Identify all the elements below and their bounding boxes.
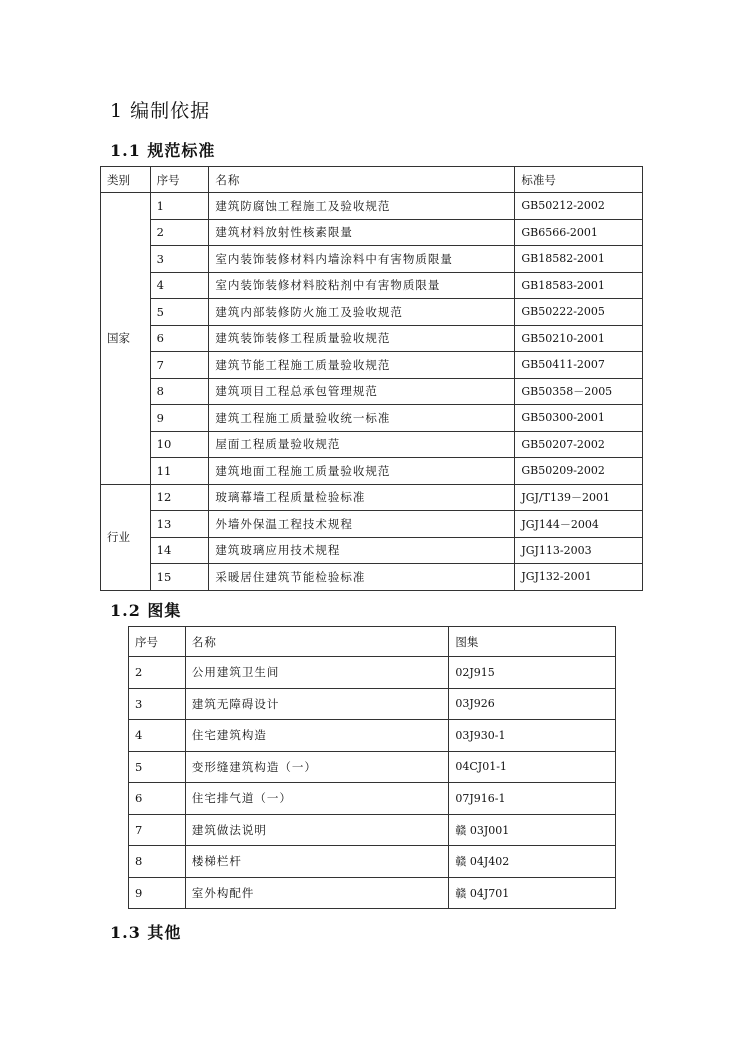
table-row (101, 405, 643, 432)
atlas-name: 室外构配件 (185, 877, 448, 909)
table-row (129, 877, 616, 909)
page-heading: 1 编制依据 (110, 100, 211, 122)
standard-name: 建筑装饰装修工程质量验收规范 (209, 325, 515, 352)
atlas-code: 07J916-1 (449, 783, 616, 815)
row-number: 5 (150, 299, 209, 326)
section-title-atlas: 1.2 图集 (110, 601, 182, 620)
table-row (129, 751, 616, 783)
row-number: 10 (150, 431, 209, 458)
standard-code: GB50212-2002 (515, 193, 643, 220)
row-number: 14 (150, 537, 209, 564)
atlas-name: 建筑做法说明 (185, 814, 448, 846)
atlas-code: 03J930-1 (449, 720, 616, 752)
standard-code: GB50207-2002 (515, 431, 643, 458)
row-number: 7 (150, 352, 209, 379)
table-row (101, 458, 643, 485)
standard-name: 建筑项目工程总承包管理规范 (209, 378, 515, 405)
table-row (101, 537, 643, 564)
atlas-name: 住宅排气道（一） (185, 783, 448, 815)
row-number: 9 (129, 877, 186, 909)
header-name: 名称 (209, 167, 515, 193)
row-number: 3 (129, 688, 186, 720)
standard-code: GB50411-2007 (515, 352, 643, 379)
row-number: 9 (150, 405, 209, 432)
atlas-name: 住宅建筑构造 (185, 720, 448, 752)
atlas-table (128, 626, 616, 909)
table-row (129, 688, 616, 720)
standard-code: GB50210-2001 (515, 325, 643, 352)
table-row (101, 299, 643, 326)
standard-code: GB50358－2005 (515, 378, 643, 405)
standard-name: 屋面工程质量验收规范 (209, 431, 515, 458)
header-category: 类别 (101, 167, 151, 193)
table-row (101, 431, 643, 458)
table-row (129, 814, 616, 846)
header-standard-no: 标准号 (515, 167, 643, 193)
standard-name: 建筑防腐蚀工程施工及验收规范 (209, 193, 515, 220)
row-number: 6 (129, 783, 186, 815)
table-row (129, 720, 616, 752)
table-row (101, 272, 643, 299)
atlas-name: 变形缝建筑构造（一） (185, 751, 448, 783)
standard-name: 建筑节能工程施工质量验收规范 (209, 352, 515, 379)
row-number: 8 (150, 378, 209, 405)
standard-code: JGJ/T139－2001 (515, 484, 643, 511)
standard-name: 外墙外保温工程技术规程 (209, 511, 515, 538)
table-row (101, 246, 643, 273)
section-title-standards: 1.1 规范标准 (110, 141, 216, 160)
header-name: 名称 (185, 627, 448, 657)
standard-code: JGJ132-2001 (515, 564, 643, 591)
row-number: 3 (150, 246, 209, 273)
row-number: 5 (129, 751, 186, 783)
table-row (129, 657, 616, 689)
row-number: 12 (150, 484, 209, 511)
table-row (129, 783, 616, 815)
standard-name: 玻璃幕墙工程质量检验标准 (209, 484, 515, 511)
standard-name: 建筑材料放射性核素限量 (209, 219, 515, 246)
standard-name: 建筑地面工程施工质量验收规范 (209, 458, 515, 485)
atlas-name: 公用建筑卫生间 (185, 657, 448, 689)
table-row (101, 193, 643, 220)
row-number: 11 (150, 458, 209, 485)
table-header-row (129, 627, 616, 657)
category-cell: 行业 (101, 484, 151, 590)
category-cell: 国家 (101, 193, 151, 485)
table-header-row (101, 167, 643, 193)
row-number: 7 (129, 814, 186, 846)
standard-name: 室内装饰装修材料内墙涂料中有害物质限量 (209, 246, 515, 273)
standard-code: GB50222-2005 (515, 299, 643, 326)
atlas-name: 楼梯栏杆 (185, 846, 448, 878)
atlas-code: 赣 04J402 (449, 846, 616, 878)
table-row (101, 564, 643, 591)
row-number: 13 (150, 511, 209, 538)
row-number: 1 (150, 193, 209, 220)
table-row (101, 511, 643, 538)
atlas-code: 赣 03J001 (449, 814, 616, 846)
table-row (129, 846, 616, 878)
table-row (101, 325, 643, 352)
standard-code: JGJ113-2003 (515, 537, 643, 564)
row-number: 6 (150, 325, 209, 352)
row-number: 2 (129, 657, 186, 689)
table-row (101, 484, 643, 511)
table-row (101, 378, 643, 405)
atlas-code: 04CJ01-1 (449, 751, 616, 783)
standard-code: GB18583-2001 (515, 272, 643, 299)
standard-code: GB18582-2001 (515, 246, 643, 273)
row-number: 15 (150, 564, 209, 591)
row-number: 8 (129, 846, 186, 878)
section-title-other: 1.3 其他 (110, 923, 182, 942)
row-number: 4 (150, 272, 209, 299)
standard-code: JGJ144－2004 (515, 511, 643, 538)
atlas-code: 03J926 (449, 688, 616, 720)
standard-code: GB50209-2002 (515, 458, 643, 485)
standard-name: 采暖居住建筑节能检验标准 (209, 564, 515, 591)
table-row (101, 219, 643, 246)
header-number: 序号 (150, 167, 209, 193)
atlas-code: 02J915 (449, 657, 616, 689)
standard-code: GB50300-2001 (515, 405, 643, 432)
header-number: 序号 (129, 627, 186, 657)
standard-name: 建筑内部装修防火施工及验收规范 (209, 299, 515, 326)
header-atlas: 图集 (449, 627, 616, 657)
standard-name: 室内装饰装修材料胶粘剂中有害物质限量 (209, 272, 515, 299)
table-row (101, 352, 643, 379)
standards-table (100, 166, 643, 591)
row-number: 4 (129, 720, 186, 752)
atlas-name: 建筑无障碍设计 (185, 688, 448, 720)
atlas-code: 赣 04J701 (449, 877, 616, 909)
standard-code: GB6566-2001 (515, 219, 643, 246)
standard-name: 建筑工程施工质量验收统一标准 (209, 405, 515, 432)
row-number: 2 (150, 219, 209, 246)
standard-name: 建筑玻璃应用技术规程 (209, 537, 515, 564)
